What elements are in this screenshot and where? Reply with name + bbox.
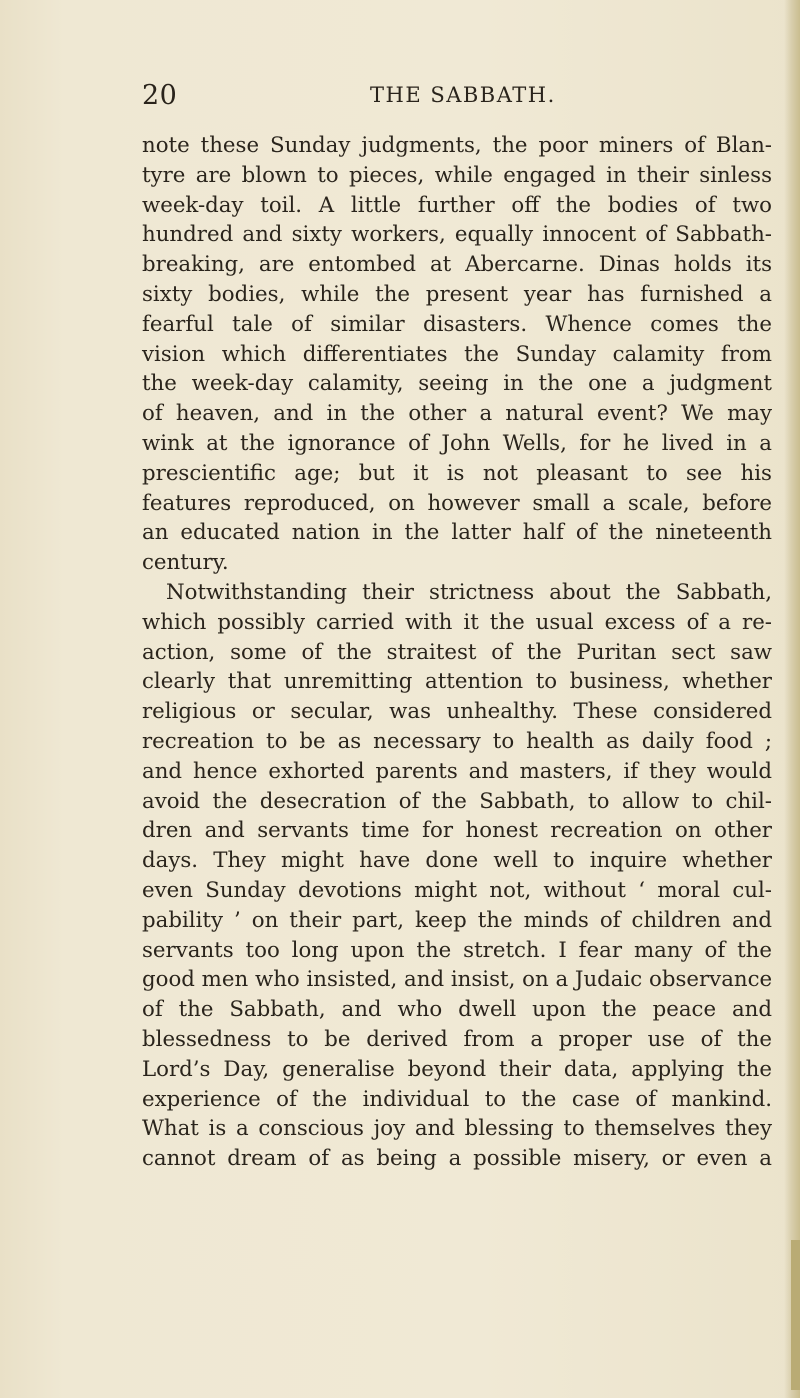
- text-line: avoid the desecration of the Sabbath, to allow to chil-: [142, 788, 772, 814]
- text-line: recreation to be as necessary to health as daily food ;: [142, 728, 772, 754]
- text-line: an educated nation in the latter half of the nineteenth: [142, 520, 772, 546]
- text-line: the week-day calamity, seeing in the one a judgment: [142, 371, 772, 397]
- text-line: hundred and sixty workers, equally innocent of Sabbath-: [142, 222, 772, 248]
- text-line: features reproduced, on however small a scale, before: [142, 490, 772, 516]
- text-line: tyre are blown to pieces, while engaged in their sinless: [142, 162, 772, 188]
- text-line: action, some of the straitest of the Puritan sect saw: [142, 639, 772, 665]
- text-line: pability ’ on their part, keep the minds of children and: [142, 907, 772, 933]
- text-line: Notwithstanding their strictness about the Sabbath,: [166, 579, 772, 605]
- text-line: prescientific age; but it is not pleasant to see his: [142, 460, 772, 486]
- text-line: even Sunday devotions might not, without ‘ moral cul-: [142, 877, 772, 903]
- body-text: [142, 131, 772, 1174]
- text-line: religious or secular, was unhealthy. These considered: [142, 699, 772, 725]
- running-head: THE SABBATH.: [370, 83, 556, 107]
- page-number: 20: [142, 80, 178, 111]
- text-line: What is a conscious joy and blessing to themselves they: [142, 1116, 772, 1142]
- page-header: [0, 80, 800, 120]
- text-line: dren and servants time for honest recreation on other: [142, 818, 772, 844]
- text-line: week-day toil. A little further off the bodies of two: [142, 192, 772, 218]
- page-edge-mark: [791, 1240, 800, 1390]
- text-line: sixty bodies, while the present year has furnished a: [142, 281, 772, 307]
- text-line: century.: [142, 550, 229, 576]
- text-line: vision which differentiates the Sunday calamity from: [142, 341, 772, 367]
- text-line: days. They might have done well to inquire whether: [142, 848, 772, 874]
- page-edge-shadow: [784, 0, 800, 1398]
- text-line: note these Sunday judgments, the poor miners of Blan-: [142, 133, 772, 158]
- text-line: servants too long upon the stretch. I fear many of the: [142, 937, 772, 963]
- text-line: fearful tale of similar disasters. Whence comes the: [142, 311, 772, 337]
- text-line: of the Sabbath, and who dwell upon the peace and: [142, 997, 772, 1023]
- text-line: clearly that unremitting attention to business, whether: [142, 669, 772, 695]
- text-line: and hence exhorted parents and masters, if they would: [142, 758, 772, 784]
- text-line: experience of the individual to the case of mankind.: [142, 1086, 772, 1112]
- text-line: blessedness to be derived from a proper use of the: [142, 1026, 772, 1052]
- text-line: breaking, are entombed at Abercarne. Dinas holds its: [142, 252, 772, 278]
- text-line: wink at the ignorance of John Wells, for he lived in a: [142, 430, 772, 456]
- text-line: cannot dream of as being a possible misery, or even a: [142, 1146, 772, 1172]
- text-line: Lord’s Day, generalise beyond their data, applying the: [142, 1056, 772, 1082]
- text-line: good men who insisted, and insist, on a Judaic observance: [142, 967, 773, 993]
- text-line: which possibly carried with it the usual excess of a re-: [142, 609, 772, 635]
- text-line: of heaven, and in the other a natural event? We may: [142, 401, 772, 427]
